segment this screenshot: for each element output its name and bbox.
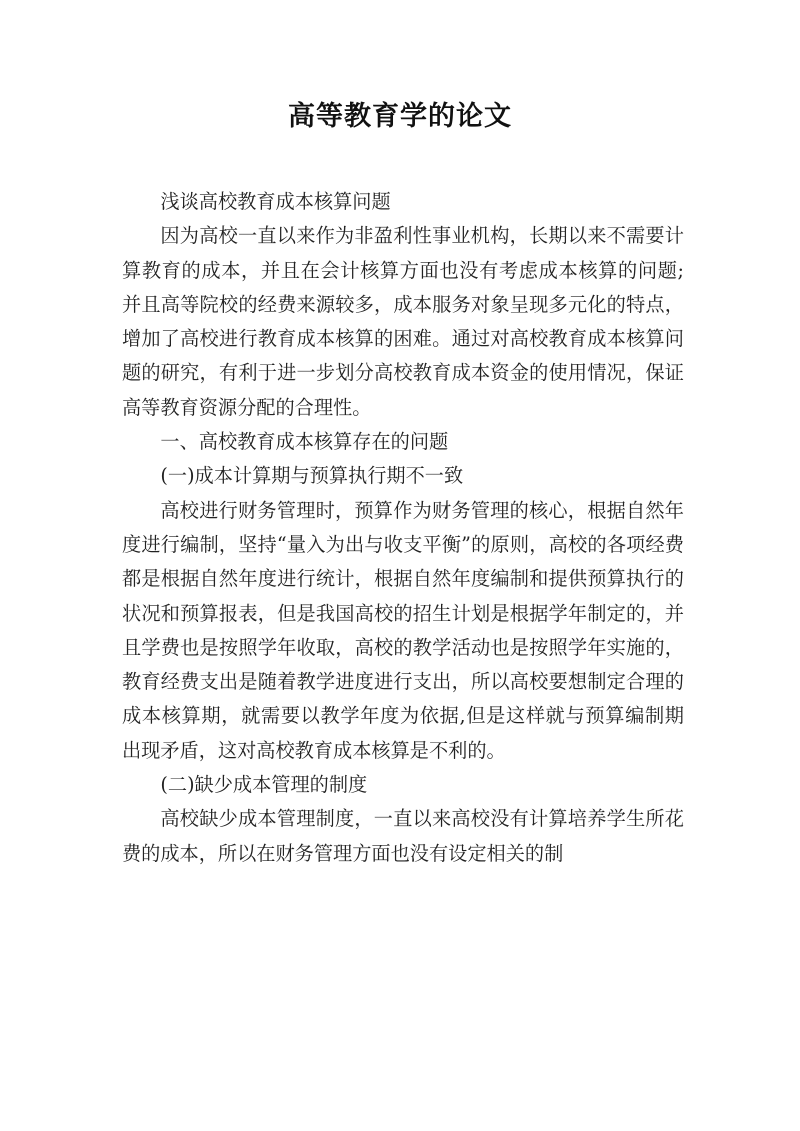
intro-paragraph: 因为高校一直以来作为非盈利性事业机构，长期以来不需要计算教育的成本，并且在会计核算方面也没有考虑成本核算的问题;并且高等院校的经费来源较多，成本服务对象呈现多元化的特点，增加了高校进行教育成本核算的困难。通过对高校教育成本核算问题的研究，有利于进一步划分高校教育成本资金的使用情况，保证高等教育资源分配的合理性。 [122, 224, 684, 419]
article-subtitle: 浅谈高校教育成本核算问题 [160, 190, 391, 213]
subsection-heading: (二)缺少成本管理的制度 [160, 773, 368, 797]
document-body [122, 185, 684, 871]
body-paragraph: 高校缺少成本管理制度，一直以来高校没有计算培养学生所花费的成本，所以在财务管理方面也没有设定相关的制 [122, 807, 684, 865]
document-title: 高等教育学的论文 [288, 101, 512, 132]
body-paragraph: 高校进行财务管理时，预算作为财务管理的核心，根据自然年度进行编制，坚持“量入为出与收支平衡”的原则，高校的各项经费都是根据自然年度进行统计，根据自然年度编制和提供预算执行的状况和预算报表，但是我国高校的招生计划是根据学年制定的，并且学费也是按照学年收取，高校的教学活动也是按照学年实施的，教育经费支出是随着教学进度进行支出，所以高校要想制定合理的成本核算期，就需要以教学年度为依据,但是这样就与预算编制期出现矛盾，这对高校教育成本核算是不利的。 [122, 498, 684, 762]
section-heading: 一、高校教育成本核算存在的问题 [160, 430, 449, 454]
subsection-heading: (一)成本计算期与预算执行期不一致 [160, 464, 464, 488]
